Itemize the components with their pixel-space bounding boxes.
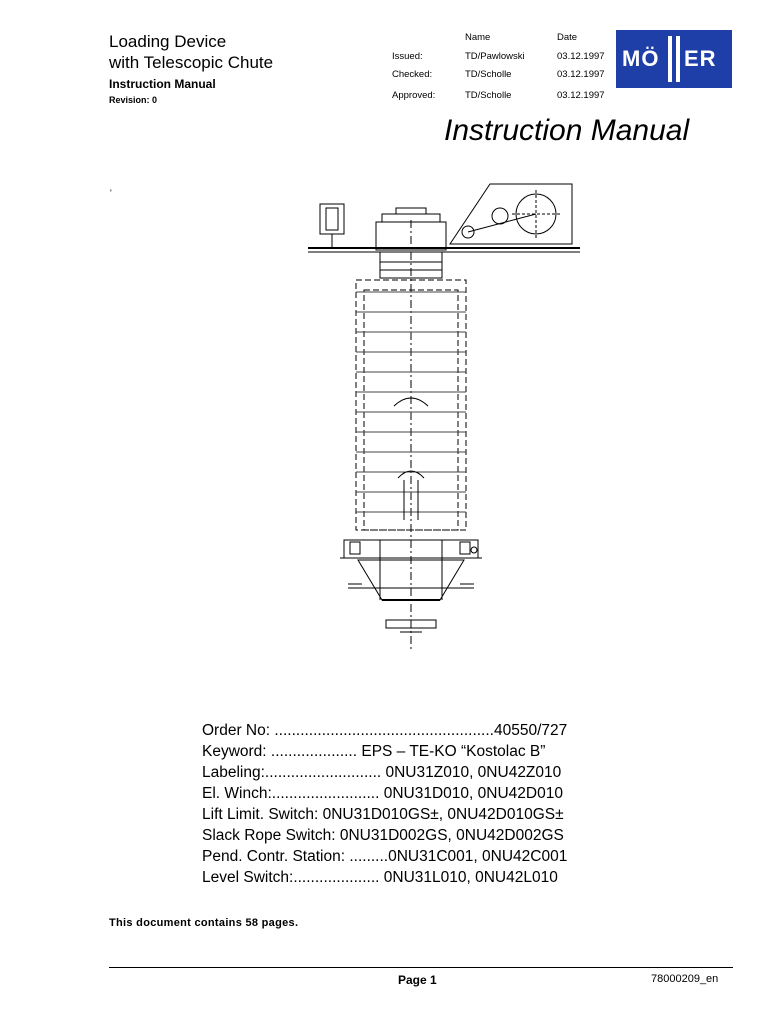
telescopic-chute-drawing-icon [300,180,590,660]
logo-bar [676,36,680,82]
row-name: TD/Pawlowski [465,51,525,62]
page-count-note: This document contains 58 pages. [109,917,299,929]
row-name: TD/Scholle [465,69,512,80]
row-label: Approved: [392,90,436,101]
row-date: 03.12.1997 [557,90,605,101]
row-label: Checked: [392,69,433,80]
col-header-date: Date [557,32,578,43]
row-name: TD/Scholle [465,90,512,101]
info-line-el-winch: El. Winch:......................... 0NU31D010, 0NU42D010 [202,785,563,802]
info-line-slack-rope-switch: Slack Rope Switch: 0NU31D002GS, 0NU42D002GS [202,827,564,844]
row-date: 03.12.1997 [557,69,605,80]
doc-subtitle: Instruction Manual [109,77,216,91]
info-line-keyword: Keyword: .................... EPS – TE-KO “Kostolac B” [202,743,546,760]
col-header-name: Name [465,32,491,43]
info-line-order-no: Order No: ...................................................40550/727 [202,722,568,739]
logo-text-left: MÖ [622,46,660,71]
revision-label: Revision: 0 [109,95,158,105]
logo-bar [668,36,672,82]
row-label: Issued: [392,51,423,62]
doc-title-line1: Loading Device [109,32,227,51]
moeller-logo [616,30,732,88]
document-number: 78000209_en [651,973,719,985]
tick-mark: ' [110,188,112,198]
doc-title-line2: with Telescopic Chute [109,53,274,72]
info-line-lift-limit-switch: Lift Limit. Switch: 0NU31D010GS±, 0NU42D010GS± [202,806,564,823]
row-date: 03.12.1997 [557,51,605,62]
page-number: Page 1 [398,973,437,987]
page-title: Instruction Manual [444,114,690,147]
info-line-pend-contr-station: Pend. Contr. Station: .........0NU31C001, 0NU42C001 [202,848,568,865]
info-line-labeling: Labeling:........................... 0NU31Z010, 0NU42Z010 [202,764,562,781]
footer-divider [109,967,733,968]
info-line-level-switch: Level Switch:.................... 0NU31L010, 0NU42L010 [202,869,558,886]
logo-text-right: ER [684,46,717,71]
